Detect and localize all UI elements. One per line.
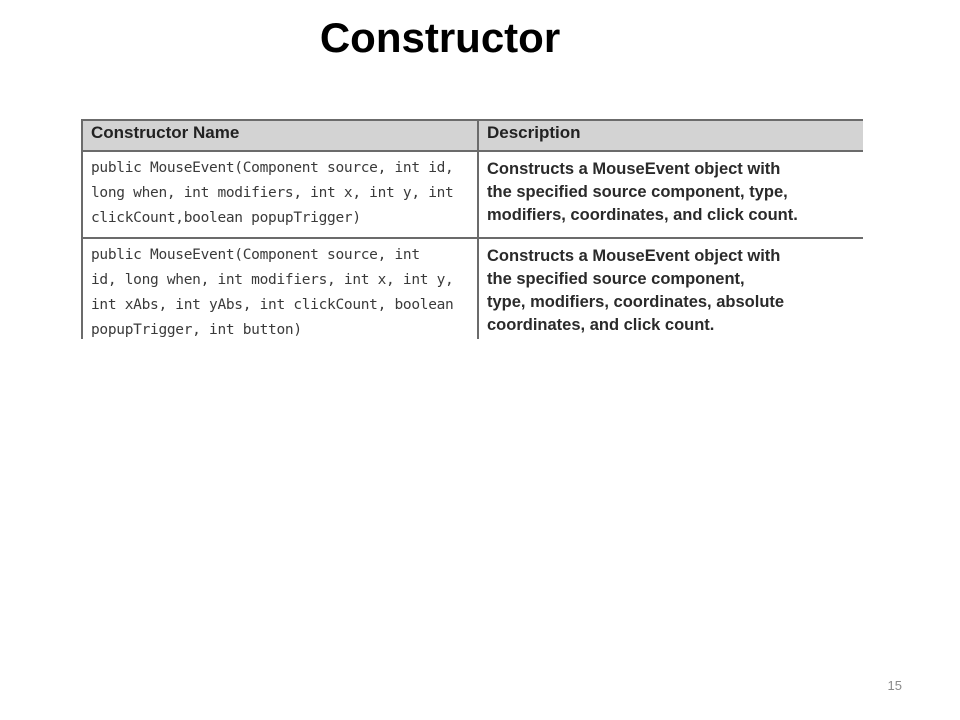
description-line: the specified source component, [487, 270, 745, 288]
description-line: Constructs a MouseEvent object with [487, 247, 781, 265]
page-number: 15 [887, 678, 902, 693]
description-line: Constructs a MouseEvent object with [487, 160, 781, 178]
constructor-description [478, 238, 863, 339]
signature-line: popupTrigger, int button) [91, 322, 302, 338]
header-description: Description [478, 120, 863, 151]
slide-title: Constructor [319, 14, 561, 61]
constructor-table [81, 119, 863, 339]
description-line: type, modifiers, coordinates, absolute [487, 293, 785, 311]
constructor-signature [82, 238, 478, 339]
constructor-signature [82, 151, 478, 238]
signature-line: int xAbs, int yAbs, int clickCount, boolean [91, 297, 454, 313]
signature-line: long when, int modifiers, int x, int y, int [91, 185, 454, 201]
description-line: coordinates, and click count. [487, 316, 715, 334]
constructor-description [478, 151, 863, 238]
signature-line: clickCount,boolean popupTrigger) [91, 210, 361, 226]
signature-line: public MouseEvent(Component source, int [91, 247, 420, 263]
table-row [82, 238, 863, 339]
description-line: modifiers, coordinates, and click count. [487, 206, 798, 224]
table-header-row [82, 120, 863, 151]
table-row [82, 151, 863, 238]
signature-line: id, long when, int modifiers, int x, int y, [91, 272, 454, 288]
header-constructor-name: Constructor Name [82, 120, 478, 151]
description-line: the specified source component, type, [487, 183, 788, 201]
constructor-table-image [81, 119, 863, 339]
signature-line: public MouseEvent(Component source, int id, [91, 160, 454, 176]
